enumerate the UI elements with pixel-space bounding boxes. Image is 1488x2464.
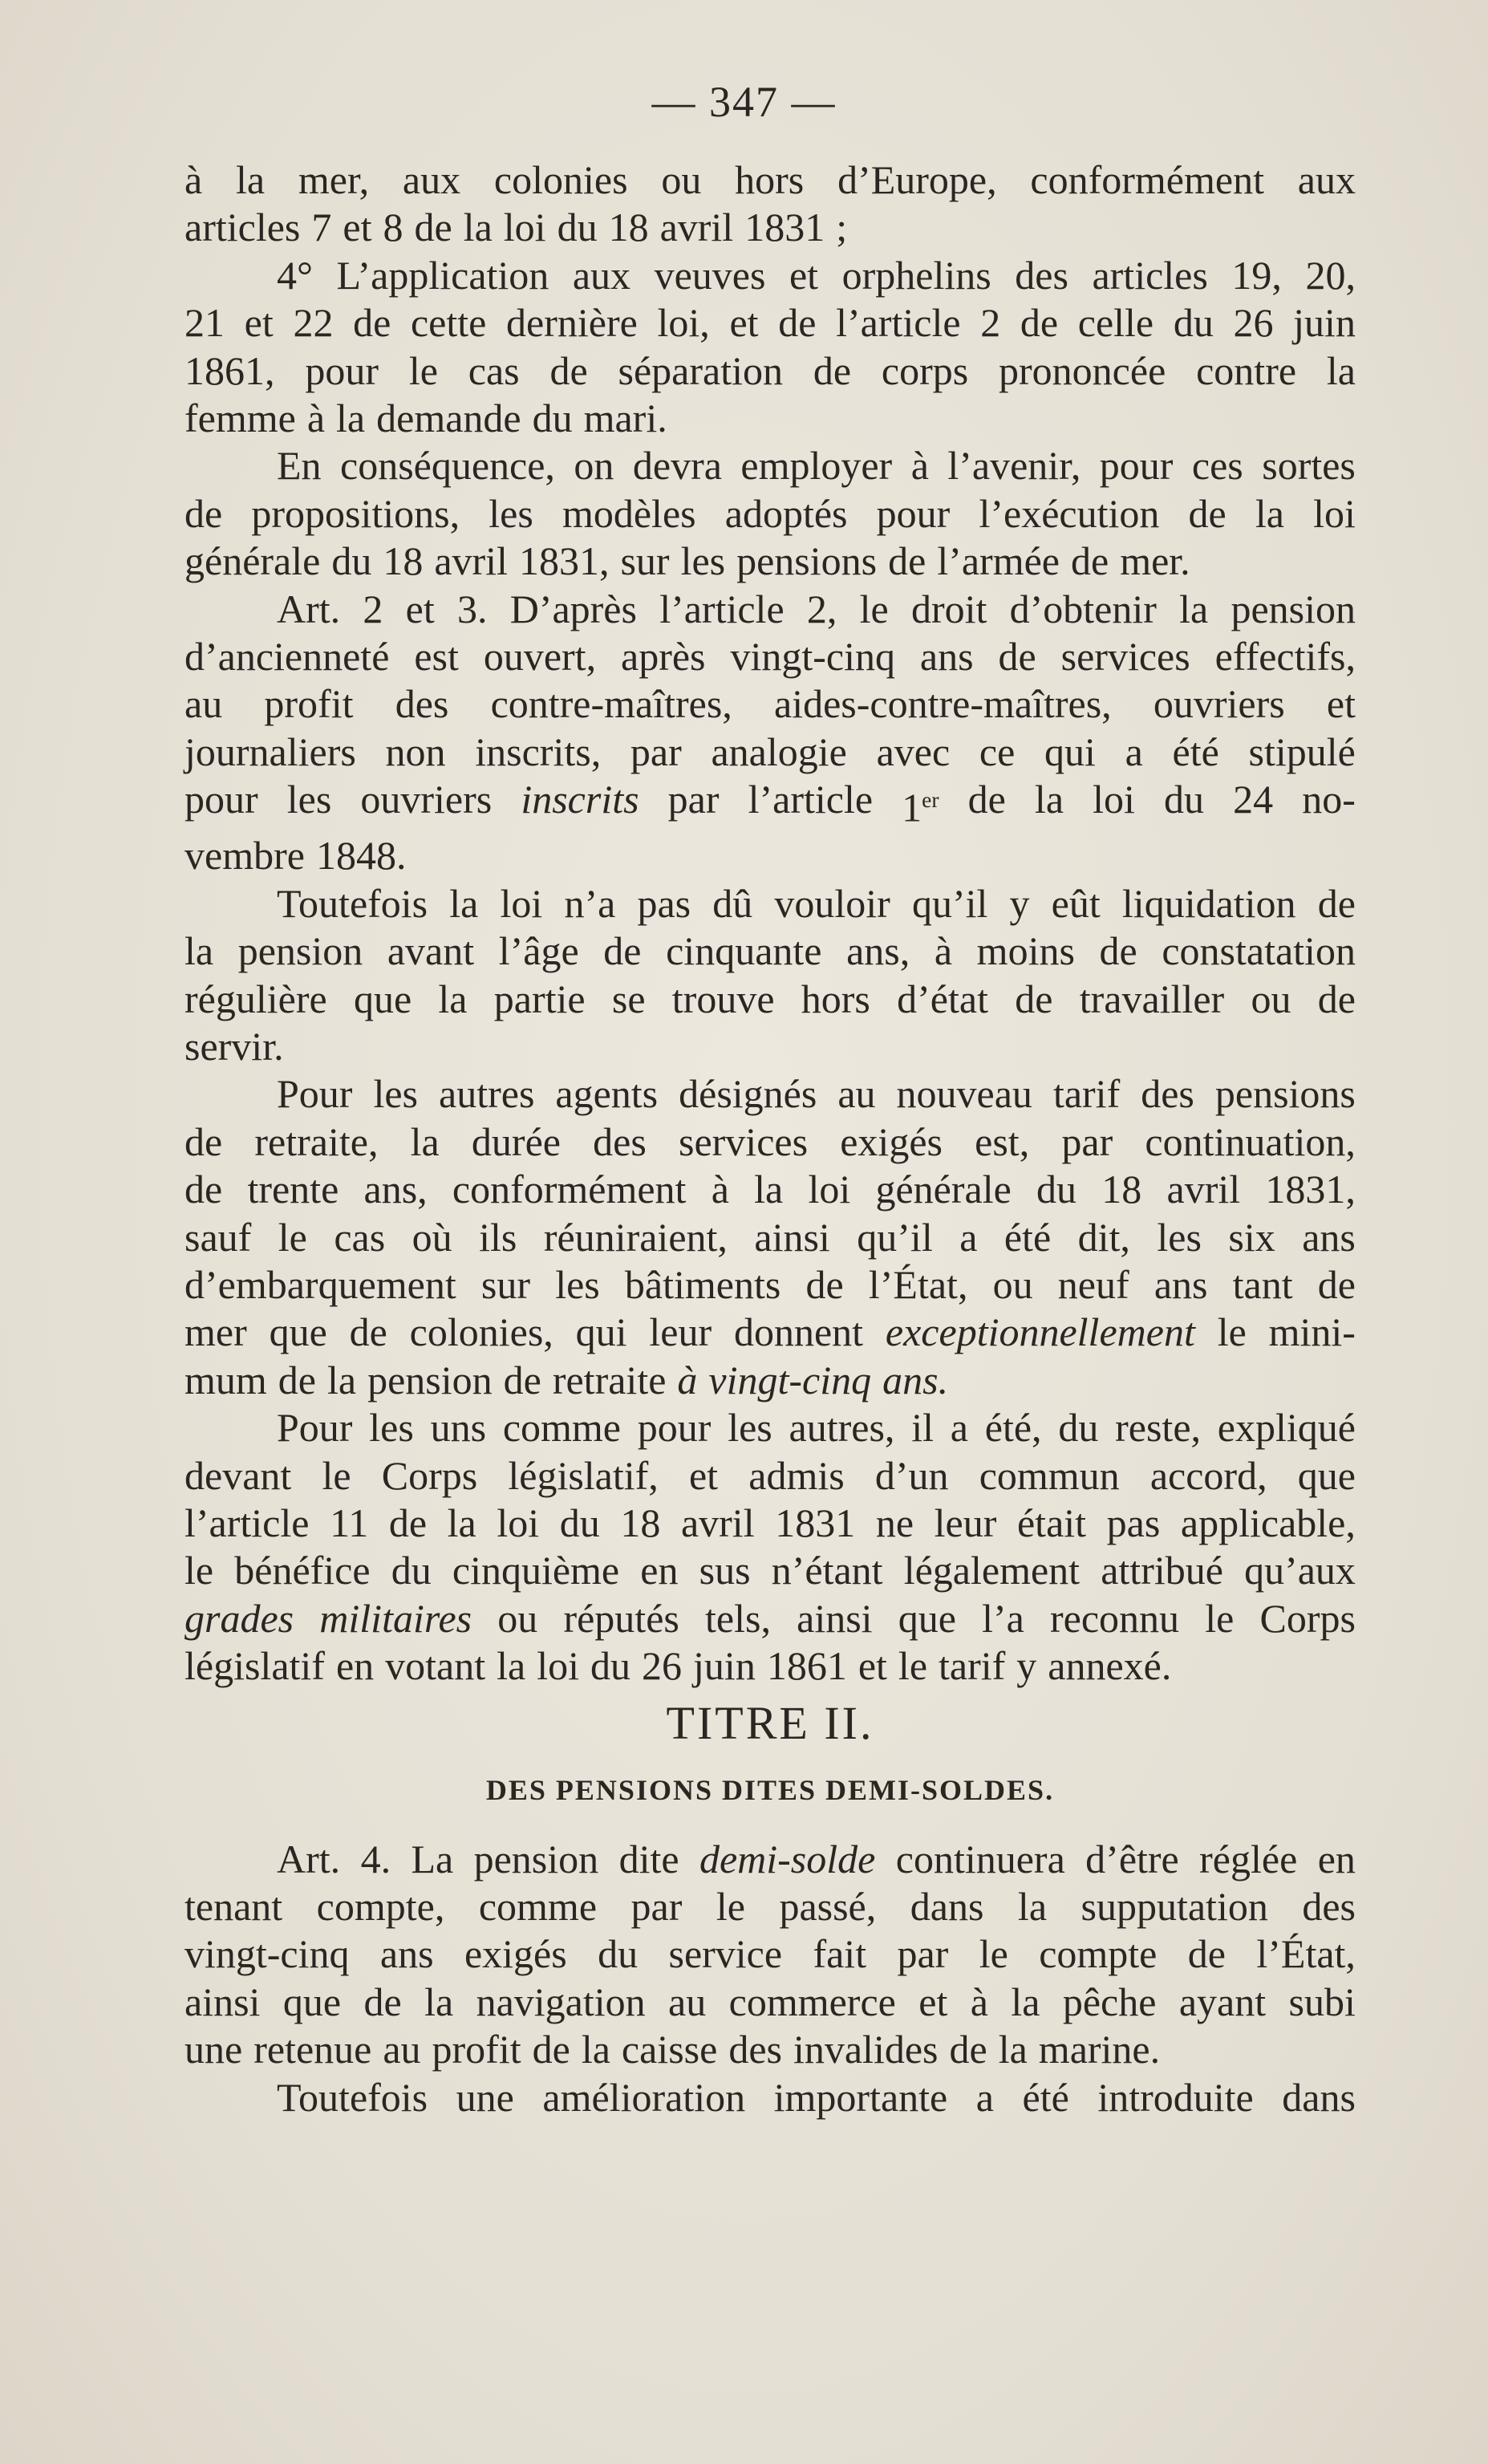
text-line: à la mer, aux colonies ou hors d’Europe, conformément aux: [184, 157, 1356, 202]
text-line: vingt-cinq ans exigés du service fait par le compte de l’État,: [184, 1931, 1356, 1977]
text-line: Pour les autres agents désignés au nouveau tarif des pensions: [277, 1071, 1356, 1117]
text-line: journaliers non inscrits, par analogie avec ce qui a été stipulé: [184, 729, 1356, 774]
text-line: mum de la pension de retraite à vingt-cinq ans.: [184, 1357, 949, 1402]
text-line: une retenue au profit de la caisse des invalides de la marine.: [184, 2027, 1161, 2072]
text-line: pour les ouvriers inscrits par l’article 1er de la loi du 24 no-: [184, 777, 1356, 830]
text-line: Toutefois la loi n’a pas dû vouloir qu’il y eût liquidation de: [277, 880, 1356, 926]
text-line: ainsi que de la navigation au commerce et à la pêche ayant subi: [184, 1979, 1356, 2024]
text-line: d’embarquement sur les bâtiments de l’État, ou neuf ans tant de: [184, 1262, 1356, 1307]
text-line: sauf le cas où ils réuniraient, ainsi qu’il a été dit, les six ans: [184, 1214, 1356, 1260]
text-line: mer que de colonies, qui leur donnent exceptionnellement le mini-: [184, 1309, 1356, 1355]
text-line: 21 et 22 de cette dernière loi, et de l’article 2 de celle du 26 juin: [184, 300, 1356, 346]
text-line: au profit des contre-maîtres, aides-contre-maîtres, ouvriers et: [184, 681, 1356, 727]
text-line: Pour les uns comme pour les autres, il a été, du reste, expliqué: [277, 1405, 1356, 1451]
text-line: vembre 1848.: [184, 833, 407, 879]
text-line: d’ancienneté est ouvert, après vingt-cinq ans de services effectifs,: [184, 634, 1356, 680]
section-title: TITRE II.: [666, 1697, 874, 1750]
text-line: de retraite, la durée des services exigés est, par continuation,: [184, 1118, 1356, 1164]
page-number-header: — 347 —: [651, 78, 837, 126]
text-line: de trente ans, conformément à la loi générale du 18 avril 1831,: [184, 1167, 1356, 1212]
text-line: 1861, pour le cas de séparation de corps prononcée contre la: [184, 347, 1356, 393]
text-line: législatif en votant la loi du 26 juin 1861 et le tarif y annexé.: [184, 1643, 1172, 1689]
text-line: devant le Corps législatif, et admis d’un commun accord, que: [184, 1452, 1356, 1498]
text-line: En conséquence, on devra employer à l’avenir, pour ces sortes: [277, 443, 1356, 489]
text-line: de propositions, les modèles adoptés pour l’exécution de la loi: [184, 490, 1356, 536]
text-line: femme à la demande du mari.: [184, 396, 667, 441]
text-line: tenant compte, comme par le passé, dans la supputation des: [184, 1884, 1356, 1930]
text-line: Art. 2 et 3. D’après l’article 2, le droit d’obtenir la pension: [277, 586, 1356, 631]
text-line: 4° L’application aux veuves et orphelins des articles 19, 20,: [277, 252, 1356, 298]
body-text: [184, 156, 1356, 2121]
text-line: régulière que la partie se trouve hors d’état de travailler ou de: [184, 976, 1356, 1021]
text-line: grades militaires ou réputés tels, ainsi que l’a reconnu le Corps: [184, 1595, 1356, 1641]
section-subtitle: DES PENSIONS DITES DEMI-SOLDES.: [485, 1773, 1055, 1806]
text-line: générale du 18 avril 1831, sur les pensions de l’armée de mer.: [184, 538, 1190, 584]
text-line: articles 7 et 8 de la loi du 18 avril 1831 ;: [184, 205, 848, 250]
text-line: Toutefois une amélioration importante a été introduite dans: [277, 2074, 1356, 2120]
text-line: Art. 4. La pension dite demi-solde continuera d’être réglée en: [277, 1836, 1356, 1881]
text-line: le bénéfice du cinquième en sus n’étant légalement attribué qu’aux: [184, 1548, 1356, 1593]
text-line: l’article 11 de la loi du 18 avril 1831 ne leur était pas applicable,: [184, 1500, 1356, 1546]
text-line: servir.: [184, 1023, 284, 1069]
text-line: la pension avant l’âge de cinquante ans, à moins de constatation: [184, 928, 1356, 974]
